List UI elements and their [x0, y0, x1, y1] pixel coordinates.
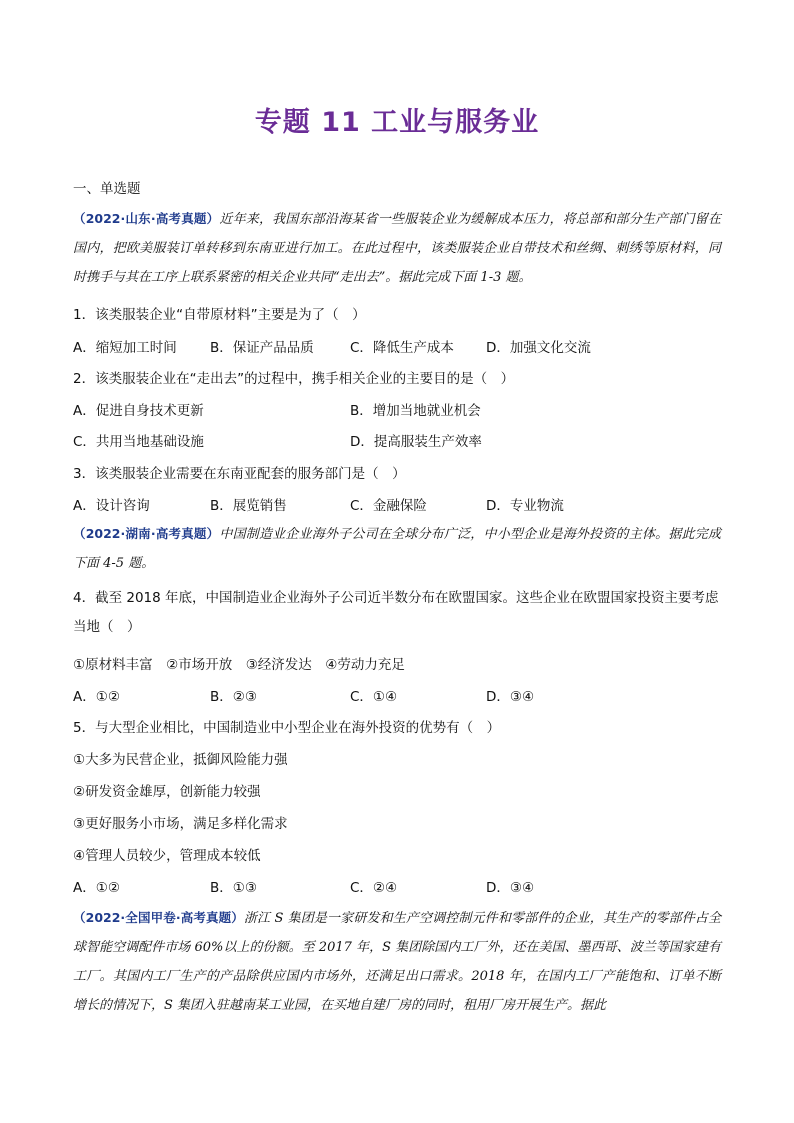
question-2: 2．该类服装企业在“走出去”的过程中，携手相关企业的主要目的是（ ）: [73, 371, 515, 387]
passage-2: [73, 519, 721, 578]
question-5-item-4: ④管理人员较少，管理成本较低: [73, 848, 261, 864]
section-heading: 一、单选题: [73, 181, 141, 197]
option-d[interactable]: D．③④: [486, 689, 535, 705]
question-5-item-1: ①大多为民营企业，抵御风险能力强: [73, 752, 288, 768]
option-a[interactable]: A．促进自身技术更新: [73, 403, 204, 419]
question-1: 1．该类服装企业“自带原材料”主要是为了（ ）: [73, 307, 366, 323]
passage-1: [73, 204, 721, 292]
option-c[interactable]: C．①④: [350, 689, 398, 705]
question-5-item-3: ③更好服务小市场，满足多样化需求: [73, 816, 288, 832]
passage-2-text: 中国制造业企业海外子公司在全球分布广泛，中小型企业是海外投资的主体。据此完成下面 4-5 题。: [73, 527, 721, 571]
passage-1-text: 近年来，我国东部沿海某省一些服装企业为缓解成本压力，将总部和部分生产部门留在国内，把欧美服装订单转移到东南亚进行加工。在此过程中，该类服装企业自带技术和丝绸、刺绣等原材料，同时携手与其在工序上联系紧密的相关企业共同“走出去”。据此完成下面 1-3 题。: [73, 212, 721, 285]
option-c[interactable]: C．②④: [350, 880, 398, 896]
option-b[interactable]: B．展览销售: [210, 498, 287, 514]
option-a[interactable]: A．缩短加工时间: [73, 340, 177, 356]
question-5-item-2: ②研发资金雄厚，创新能力较强: [73, 784, 261, 800]
option-b[interactable]: B．增加当地就业机会: [350, 403, 481, 419]
passage-3: [73, 903, 721, 1020]
question-4-items: ①原材料丰富 ②市场开放 ③经济发达 ④劳动力充足: [73, 657, 405, 673]
option-b[interactable]: B．②③: [210, 689, 257, 705]
question-4: 4．截至 2018 年底，中国制造业企业海外子公司近半数分布在欧盟国家。这些企业在欧盟国家投资主要考虑当地（ ）: [73, 590, 719, 635]
question-3: 3．该类服装企业需要在东南亚配套的服务部门是（ ）: [73, 466, 406, 482]
option-c[interactable]: C．降低生产成本: [350, 340, 454, 356]
option-c[interactable]: C．共用当地基础设施: [73, 434, 204, 450]
option-b[interactable]: B．①③: [210, 880, 257, 896]
option-d[interactable]: D．③④: [486, 880, 535, 896]
passage-1-source: （2022·山东·高考真题）: [73, 211, 220, 226]
page-title: 专题 11 工业与服务业: [254, 107, 540, 138]
option-b[interactable]: B．保证产品品质: [210, 340, 314, 356]
passage-3-source: （2022·全国甲卷·高考真题）: [73, 910, 244, 925]
passage-2-source: （2022·湖南·高考真题）: [73, 526, 220, 541]
question-5: 5．与大型企业相比，中国制造业中小型企业在海外投资的优势有（ ）: [73, 720, 501, 736]
option-a[interactable]: A．设计咨询: [73, 498, 150, 514]
option-d[interactable]: D．加强文化交流: [486, 340, 591, 356]
option-a[interactable]: A．①②: [73, 880, 120, 896]
option-c[interactable]: C．金融保险: [350, 498, 427, 514]
passage-3-text: 浙江 S 集团是一家研发和生产空调控制元件和零部件的企业，其生产的零部件占全球智能空调配件市场 60%以上的份额。至 2017 年，S 集团除国内工厂外，还在美国、墨西哥、波兰等国家建有工厂。其国内工厂生产的产品除供应国内市场外，还满足出口需求。2018 年，在国内工厂产能饱和、订单不断增长的情况下，S 集团入驻越南某工业园，在买地自建厂房的同时，租用厂房开展生产。据此: [73, 911, 721, 1013]
option-a[interactable]: A．①②: [73, 689, 120, 705]
option-d[interactable]: D．提高服装生产效率: [350, 434, 482, 450]
option-d[interactable]: D．专业物流: [486, 498, 564, 514]
